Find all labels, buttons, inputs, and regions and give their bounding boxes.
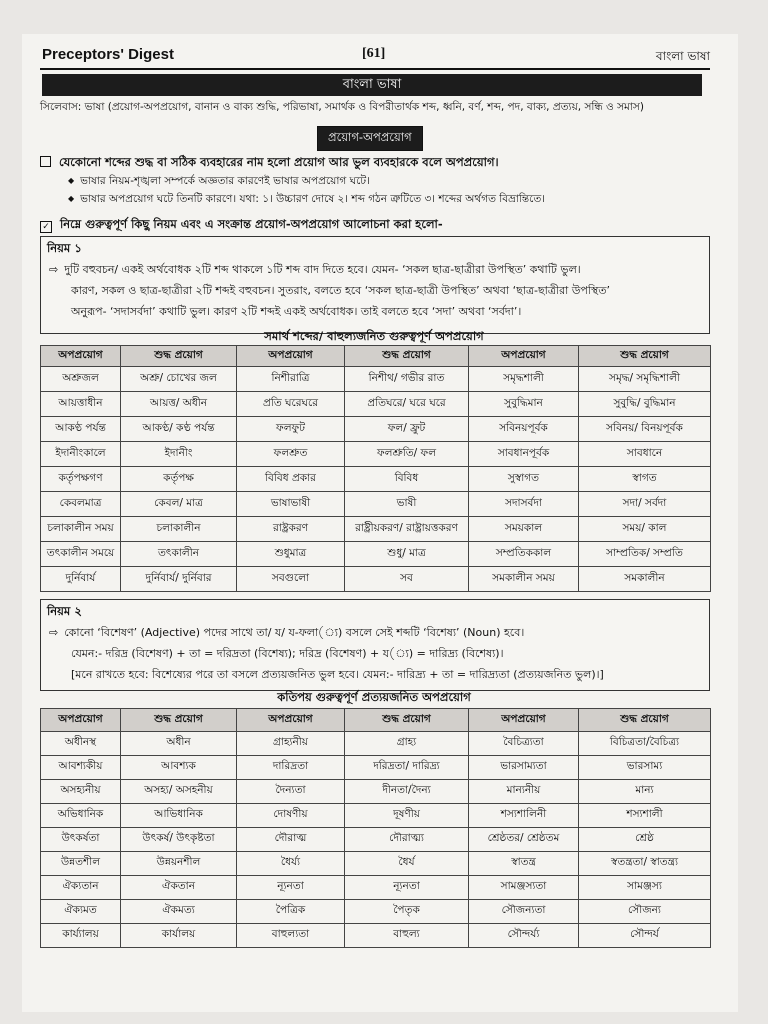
table-row: [41, 392, 711, 417]
correct-usage-cell: গ্রাহ্য: [345, 732, 469, 756]
incorrect-usage-cell: ভাষাভাষী: [237, 492, 345, 517]
incorrect-usage-cell: আবশ্যকীয়: [41, 756, 121, 780]
chapter-banner: বাংলা ভাষা: [42, 74, 702, 96]
table-row: [41, 367, 711, 392]
correct-usage-cell: দীনতা/দৈন্য: [345, 780, 469, 804]
incorrect-usage-cell: সম্প্রতিককাল: [469, 542, 579, 567]
arrow-right-icon: ⇨: [49, 626, 59, 639]
table-header-row: [41, 346, 711, 367]
table-row: [41, 567, 711, 592]
correct-usage-cell: চলাকালীন: [121, 517, 237, 542]
page-number: [61]: [362, 46, 386, 61]
correct-usage-cell: আয়ত্ত/ অধীন: [121, 392, 237, 417]
rules-intro-line: [40, 216, 720, 235]
correct-usage-cell: আবশ্যক: [121, 756, 237, 780]
correct-usage-cell: স্বাগত: [579, 467, 711, 492]
rules-intro-text: নিম্নে গুরুত্বপূর্ণ কিছু নিয়ম এবং এ সংক্রান্ত প্রয়োগ-অপপ্রয়োগ আলোচনা করা হলো-: [60, 217, 443, 231]
correct-usage-cell: সাম্প্রতিক/ সম্প্রতি: [579, 542, 711, 567]
incorrect-usage-cell: বাহুল্যতা: [237, 924, 345, 948]
incorrect-usage-cell: দৌরাত্ম: [237, 828, 345, 852]
incorrect-usage-cell: পৈত্রিক: [237, 900, 345, 924]
table-row: [41, 876, 711, 900]
column-header: অপপ্রয়োগ: [237, 709, 345, 732]
syllabus-line: সিলেবাস: ভাষা (প্রয়োগ-অপপ্রয়োগ, বানান ও বাক্য শুদ্ধি, পরিভাষা, সমার্থক ও বিপরীতার্থক শব্দ, ধ্বনি, বর্ণ, শব্দ, পদ, বাক্য, প্রত্যয়, সন্ধি ও সমাস): [40, 101, 644, 113]
incorrect-usage-cell: সৌন্দর্য্য: [469, 924, 579, 948]
rule-1-line: অনুরূপ- ‘সদাসর্বদা’ কথাটি ভুল। কারণ ২টি শব্দই একই অর্থবোধক। তাই বলতে হবে ‘সদা’ অথবা ‘সর্বদা’।: [71, 305, 522, 318]
incorrect-usage-cell: নিশীরাত্রি: [237, 367, 345, 392]
incorrect-usage-cell: ঐক্যমত: [41, 900, 121, 924]
checkbox-icon: [40, 156, 51, 167]
diamond-bullet-icon: ◆: [68, 194, 75, 203]
table-header-row: [41, 709, 711, 732]
incorrect-usage-cell: গ্রাহ্যনীয়: [237, 732, 345, 756]
correct-usage-cell: শুধু/ মাত্র: [345, 542, 469, 567]
table-1: [40, 345, 711, 592]
incorrect-usage-cell: ইদানীংকালে: [41, 442, 121, 467]
diamond-bullet-icon: ◆: [68, 176, 75, 185]
correct-usage-cell: সময়/ কাল: [579, 517, 711, 542]
bullet-item: [68, 172, 728, 190]
rule-1-box: [40, 236, 710, 334]
incorrect-usage-cell: স্বাতন্ত্র: [469, 852, 579, 876]
incorrect-usage-cell: দারিদ্রতা: [237, 756, 345, 780]
table-row: [41, 780, 711, 804]
correct-usage-cell: দরিদ্রতা/ দারিদ্র্য: [345, 756, 469, 780]
rule-2-title: নিয়ম ২: [47, 604, 82, 618]
correct-usage-cell: তৎকালীন: [121, 542, 237, 567]
column-header: অপপ্রয়োগ: [41, 709, 121, 732]
correct-usage-cell: উৎকর্ষ/ উৎকৃষ্টতা: [121, 828, 237, 852]
incorrect-usage-cell: উৎকর্ষতা: [41, 828, 121, 852]
bullet-item: [68, 190, 728, 208]
table-row: [41, 756, 711, 780]
correct-usage-cell: সৌজন্য: [579, 900, 711, 924]
incorrect-usage-cell: ঐক্যতান: [41, 876, 121, 900]
table-2: [40, 708, 711, 948]
bullet-text: ভাষার অপপ্রয়োগ ঘটে তিনটি কারণে। যথা: ১। উচ্চারণ দোষে ২। শব্দ গঠন ত্রুটিতে ৩। শব্দের অর্থগত বিভ্রান্তিতে।: [80, 193, 545, 205]
correct-usage-cell: অশ্রু/ চোখের জল: [121, 367, 237, 392]
table-2-caption: কতিপয় গুরুত্বপূর্ণ প্রত্যয়জনিত অপপ্রয়োগ: [277, 690, 471, 704]
incorrect-usage-cell: দোষণীয়: [237, 804, 345, 828]
correct-usage-cell: সমৃদ্ধ/ সমৃদ্ধিশালী: [579, 367, 711, 392]
incorrect-usage-cell: উন্নতশীল: [41, 852, 121, 876]
correct-usage-cell: অধীন: [121, 732, 237, 756]
incorrect-usage-cell: অভিধানিক: [41, 804, 121, 828]
table-row: [41, 417, 711, 442]
incorrect-usage-cell: আয়ত্তাধীন: [41, 392, 121, 417]
intro-bullets: [68, 172, 728, 208]
correct-usage-cell: ন্যূনতা: [345, 876, 469, 900]
incorrect-usage-cell: অশ্রুজল: [41, 367, 121, 392]
incorrect-usage-cell: অধীনস্থ: [41, 732, 121, 756]
incorrect-usage-cell: চলাকালীন সময়: [41, 517, 121, 542]
correct-usage-cell: বিবিধ: [345, 467, 469, 492]
rule-2-line: [41, 622, 709, 643]
column-header: শুদ্ধ প্রয়োগ: [579, 346, 711, 367]
correct-usage-cell: সুবুদ্ধি/ বুদ্ধিমান: [579, 392, 711, 417]
incorrect-usage-cell: ধৈর্য্য: [237, 852, 345, 876]
correct-usage-cell: ঐকতান: [121, 876, 237, 900]
rule-2-box: [40, 599, 710, 691]
incorrect-usage-cell: সদাসর্বদা: [469, 492, 579, 517]
incorrect-usage-cell: প্রতি ঘরেঘরে: [237, 392, 345, 417]
column-header: শুদ্ধ প্রয়োগ: [579, 709, 711, 732]
correct-usage-cell: সব: [345, 567, 469, 592]
table-row: [41, 517, 711, 542]
correct-usage-cell: অসহ্য/ অসহনীয়: [121, 780, 237, 804]
incorrect-usage-cell: রাষ্ট্রকরণ: [237, 517, 345, 542]
column-header: অপপ্রয়োগ: [41, 346, 121, 367]
incorrect-usage-cell: ফলশ্রুত: [237, 442, 345, 467]
incorrect-usage-cell: সময়কাল: [469, 517, 579, 542]
correct-usage-cell: দূষণীয়: [345, 804, 469, 828]
rule-1-line: [41, 259, 709, 280]
incorrect-usage-cell: ভারসাম্যতা: [469, 756, 579, 780]
incorrect-usage-cell: সমৃদ্ধশালী: [469, 367, 579, 392]
definition-text: যেকোনো শব্দের শুদ্ধ বা সঠিক ব্যবহারের নাম হলো প্রয়োগ আর ভুল ব্যবহারকে বলে অপপ্রয়োগ।: [59, 155, 499, 169]
column-header: শুদ্ধ প্রয়োগ: [345, 709, 469, 732]
incorrect-usage-cell: ফলফুট: [237, 417, 345, 442]
incorrect-usage-cell: বিবিধ প্রকার: [237, 467, 345, 492]
rule-2-line: যেমন:- দরিদ্র (বিশেষণ) + তা = দরিদ্রতা (বিশেষ্য); দরিদ্র (বিশেষণ) + য(্য) = দারিদ্র্য (বিশেষ্য)।: [71, 647, 504, 660]
correct-usage-cell: সদা/ সর্বদা: [579, 492, 711, 517]
column-header: শুদ্ধ প্রয়োগ: [345, 346, 469, 367]
page-header: [42, 44, 710, 68]
correct-usage-cell: সবিনয়/ বিনয়পূর্বক: [579, 417, 711, 442]
incorrect-usage-cell: সবগুলো: [237, 567, 345, 592]
correct-usage-cell: ঐকমত্য: [121, 900, 237, 924]
correct-usage-cell: মান্য: [579, 780, 711, 804]
incorrect-usage-cell: সমকালীন সময়: [469, 567, 579, 592]
correct-usage-cell: সমকালীন: [579, 567, 711, 592]
correct-usage-cell: কার্যালয়: [121, 924, 237, 948]
correct-usage-cell: ইদানীং: [121, 442, 237, 467]
correct-usage-cell: দুর্নিবার্য/ দুর্নিবার: [121, 567, 237, 592]
correct-usage-cell: সামঞ্জস্য: [579, 876, 711, 900]
incorrect-usage-cell: সুস্বাগত: [469, 467, 579, 492]
table-row: [41, 852, 711, 876]
correct-usage-cell: ভাষী: [345, 492, 469, 517]
correct-usage-cell: প্রতিঘরে/ ঘরে ঘরে: [345, 392, 469, 417]
definition-line: [40, 154, 720, 173]
correct-usage-cell: আভিধানিক: [121, 804, 237, 828]
incorrect-usage-cell: অসহ্যনীয়: [41, 780, 121, 804]
incorrect-usage-cell: তৎকালীন সময়ে: [41, 542, 121, 567]
correct-usage-cell: কেবল/ মাত্র: [121, 492, 237, 517]
correct-usage-cell: সাবধানে: [579, 442, 711, 467]
bullet-text: ভাষার নিয়ম-শৃঙ্খলা সম্পর্কে অজ্ঞতার কারণেই ভাষার অপপ্রয়োগ ঘটে।: [80, 175, 370, 187]
correct-usage-cell: উন্নয়নশীল: [121, 852, 237, 876]
table-1-caption: সমার্থ শব্দের/ বাহুল্যজনিত গুরুত্বপূর্ণ অপপ্রয়োগ: [264, 329, 484, 343]
correct-usage-cell: ফল/ ফ্রুট: [345, 417, 469, 442]
table-row: [41, 542, 711, 567]
incorrect-usage-cell: মান্যনীয়: [469, 780, 579, 804]
rule-2-line-text: কোনো ‘বিশেষণ’ (Adjective) পদের সাথে তা/ য/ য-ফলা(্য) বসলে সেই শব্দটি ‘বিশেষ্য’ (Noun) হবে।: [64, 626, 525, 639]
table-row: [41, 492, 711, 517]
rule-1-line: কারণ, সকল ও ছাত্র-ছাত্রীরা ২টি শব্দই বহুবচন। সুতরাং, বলতে হবে ‘সকল ছাত্র-ছাত্রী উপস্থিত’ অথবা ‘ছাত্র-ছাত্রীরা উপস্থিত’: [71, 284, 611, 297]
incorrect-usage-cell: দৈন্যতা: [237, 780, 345, 804]
header-divider: [40, 68, 710, 70]
incorrect-usage-cell: কেবলমাত্র: [41, 492, 121, 517]
incorrect-usage-cell: শ্রেষ্ঠতর/ শ্রেষ্ঠতম: [469, 828, 579, 852]
correct-usage-cell: দৌরাত্ম্য: [345, 828, 469, 852]
incorrect-usage-cell: আকণ্ঠ পর্যন্ত: [41, 417, 121, 442]
correct-usage-cell: শস্যশালী: [579, 804, 711, 828]
correct-usage-cell: ধৈর্য: [345, 852, 469, 876]
incorrect-usage-cell: কর্তৃপক্ষগণ: [41, 467, 121, 492]
correct-usage-cell: শ্রেষ্ঠ: [579, 828, 711, 852]
incorrect-usage-cell: শুধুমাত্র: [237, 542, 345, 567]
rule-1-line-text: দুটি বহুবচন/ একই অর্থবোধক ২টি শব্দ থাকলে ১টি শব্দ বাদ দিতে হবে। যেমন- ‘সকল ছাত্র-ছাত্রীরা উপস্থিত’ কথাটি ভুল।: [64, 263, 581, 276]
incorrect-usage-cell: ন্যূনতা: [237, 876, 345, 900]
publisher-name: Preceptors' Digest: [42, 46, 174, 63]
incorrect-usage-cell: সাবধানপূর্বক: [469, 442, 579, 467]
correct-usage-cell: আকণ্ঠ/ কণ্ঠ পর্যন্ত: [121, 417, 237, 442]
table-row: [41, 442, 711, 467]
arrow-right-icon: ⇨: [49, 263, 59, 276]
incorrect-usage-cell: বৈচিত্র্যতা: [469, 732, 579, 756]
correct-usage-cell: ফলশ্রুতি/ ফল: [345, 442, 469, 467]
correct-usage-cell: কর্তৃপক্ষ: [121, 467, 237, 492]
correct-usage-cell: ভারসাম্য: [579, 756, 711, 780]
incorrect-usage-cell: সবিনয়পূর্বক: [469, 417, 579, 442]
table-row: [41, 828, 711, 852]
column-header: শুদ্ধ প্রয়োগ: [121, 346, 237, 367]
incorrect-usage-cell: কার্য্যালয়: [41, 924, 121, 948]
column-header: অপপ্রয়োগ: [237, 346, 345, 367]
column-header: অপপ্রয়োগ: [469, 346, 579, 367]
incorrect-usage-cell: শস্যশালিনী: [469, 804, 579, 828]
table-row: [41, 804, 711, 828]
table-row: [41, 900, 711, 924]
table-row: [41, 467, 711, 492]
column-header: শুদ্ধ প্রয়োগ: [121, 709, 237, 732]
section-title: প্রয়োগ-অপপ্রয়োগ: [317, 126, 423, 151]
incorrect-usage-cell: সৌজন্যতা: [469, 900, 579, 924]
incorrect-usage-cell: সামঞ্জস্যতা: [469, 876, 579, 900]
table-row: [41, 924, 711, 948]
correct-usage-cell: স্বতন্ত্রতা/ স্বাতন্ত্র্য: [579, 852, 711, 876]
rule-2-line: [মনে রাখতে হবে: বিশেষ্যের পরে তা বসলে প্রত্যয়জনিত ভুল হবে। যেমন:- দারিদ্র্য + তা = দারিদ্র্যতা (প্রত্যয়জনিত ভুল)।]: [71, 668, 604, 681]
textbook-page: [22, 34, 738, 1012]
correct-usage-cell: বিচিত্রতা/বৈচিত্র্য: [579, 732, 711, 756]
column-header: অপপ্রয়োগ: [469, 709, 579, 732]
correct-usage-cell: সৌন্দর্য: [579, 924, 711, 948]
incorrect-usage-cell: দুর্নিবার্য: [41, 567, 121, 592]
correct-usage-cell: রাষ্ট্রীয়করণ/ রাষ্ট্রায়ত্তকরণ: [345, 517, 469, 542]
subject-label: বাংলা ভাষা: [655, 49, 710, 63]
checked-box-icon: ✓: [40, 221, 52, 233]
correct-usage-cell: পৈতৃক: [345, 900, 469, 924]
correct-usage-cell: বাহুল্য: [345, 924, 469, 948]
incorrect-usage-cell: সুবুদ্ধিমান: [469, 392, 579, 417]
correct-usage-cell: নিশীথ/ গভীর রাত: [345, 367, 469, 392]
rule-1-title: নিয়ম ১: [47, 241, 82, 255]
table-row: [41, 732, 711, 756]
